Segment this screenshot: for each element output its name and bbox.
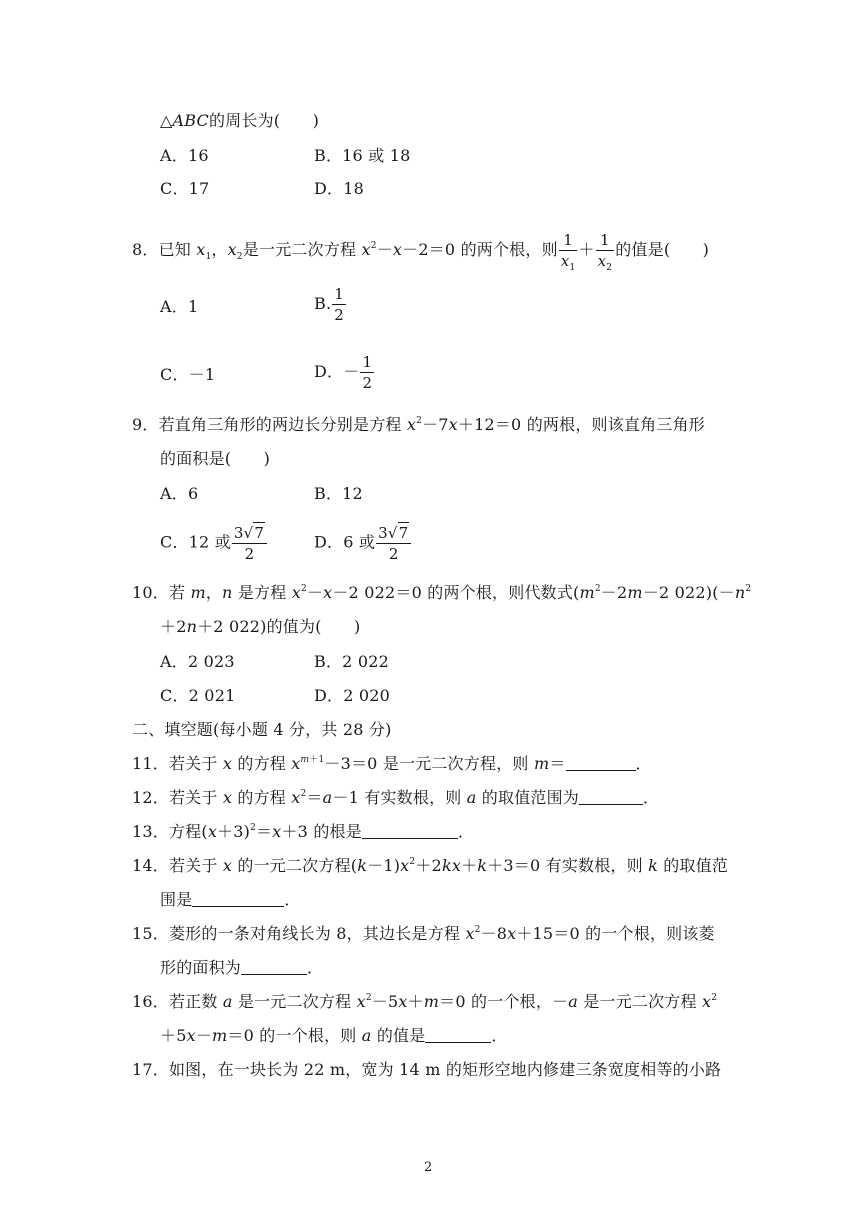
- q10-option-d: D．2 020: [314, 686, 391, 705]
- q15: 15．菱形的一条对角线长为 8，其边长是方程 $x^2-8x+15=0$ 的一个根，则该菱: [132, 924, 715, 943]
- q7-option-b: B．16 或 18: [314, 146, 411, 165]
- q7-option-a: A．16: [160, 146, 209, 165]
- q14-line2: 围是 ．: [160, 890, 301, 909]
- q14: 14．若关于 x 的一元二次方程$(k-1)x^2+2kx+k+3=0$ 有实数根，则 k 的取值范: [132, 856, 729, 875]
- q10-option-c: C．2 021: [160, 686, 236, 705]
- answer-blank[interactable]: [566, 754, 636, 771]
- q9-option-c-fraction: $\frac{3√7}{2}$: [232, 522, 267, 564]
- q9-option-b: B．12: [314, 484, 363, 503]
- q8-option-d: D．－ $\frac{1}{2}$: [314, 353, 373, 392]
- q7-stem: △ABC的周长为( ): [160, 111, 320, 130]
- q9-option-a: A．6: [160, 484, 199, 503]
- q9-stem-line2: 的面积是( ): [160, 449, 271, 468]
- answer-blank[interactable]: [192, 890, 284, 907]
- q8-fraction-2: $\frac{1}{x_2}$: [597, 231, 613, 273]
- q10-option-b: B．2 022: [314, 652, 389, 671]
- q9-option-d: D．6 或 $\frac{3√7}{2}$: [314, 522, 412, 564]
- q8-option-c: C．－1: [160, 365, 216, 384]
- q9-option-d-fraction: $\frac{3√7}{2}$: [376, 522, 411, 564]
- answer-blank[interactable]: [579, 788, 643, 805]
- q8-option-b-fraction: $\frac{1}{2}$: [334, 285, 344, 324]
- q13: 13．方程$(x+3)^2=x+3$ 的根是 ．: [132, 822, 475, 841]
- q7-option-c: C．17: [160, 179, 210, 198]
- answer-blank[interactable]: [425, 1026, 491, 1043]
- q10-stem: 10．若 m，n 是方程 $x^2-x-2$ 022＝0 的两个根，则代数式($m^2-2m-2$ $022)(-n^2$: [132, 583, 752, 602]
- q8-fraction-1: $\frac{1}{x_1}$: [560, 231, 576, 273]
- page-number: 2: [424, 1160, 433, 1175]
- q10-option-a: A．2 023: [160, 652, 235, 671]
- q12: 12．若关于 x 的方程 $x^2=a-1$ 有实数根，则 a 的取值范围为 ．: [132, 788, 660, 807]
- answer-blank[interactable]: [241, 958, 307, 975]
- q16: 16．若正数 a 是一元二次方程 $x^2-5x+m=0$ 的一个根，－a 是一元二次方程 $x^2$: [132, 992, 718, 1011]
- q9-stem: 9．若直角三角形的两边长分别是方程 $x^2-7x+12=0$ 的两根，则该直角三角形: [132, 415, 705, 434]
- q10-stem-line2: ＋2n＋2 022)的值为( ): [160, 617, 361, 636]
- q8-option-b: B. $\frac{1}{2}$: [314, 285, 344, 324]
- q8-stem: 8．已知 $x_1$，$x_2$是一元二次方程 $x^2-x-2=0$ 的两个根，则 $\frac{1}{x_1}$ ＋ $\frac{1}{x_2}$ 的值是( ): [132, 231, 710, 273]
- q7-option-d: D．18: [314, 179, 364, 198]
- answer-blank[interactable]: [362, 822, 458, 839]
- q11: 11．若关于 x 的方程 $x^{m+1}-3=0$ 是一元二次方程，则 m＝ ．: [132, 754, 652, 773]
- section-heading: 二、填空题(每小题 4 分，共 28 分): [132, 720, 392, 739]
- q8-option-a: A．1: [160, 297, 199, 316]
- q15-line2: 形的面积为 ．: [160, 958, 324, 977]
- q9-option-c: C．12 或 $\frac{3√7}{2}$: [160, 522, 268, 564]
- q8-option-d-fraction: $\frac{1}{2}$: [362, 353, 373, 392]
- q17: 17．如图，在一块长为 22 m，宽为 14 m 的矩形空地内修建三条宽度相等的小路: [132, 1060, 722, 1079]
- q16-line2: ＋5x－m＝0 的一个根，则 a 的值是 ．: [160, 1026, 508, 1045]
